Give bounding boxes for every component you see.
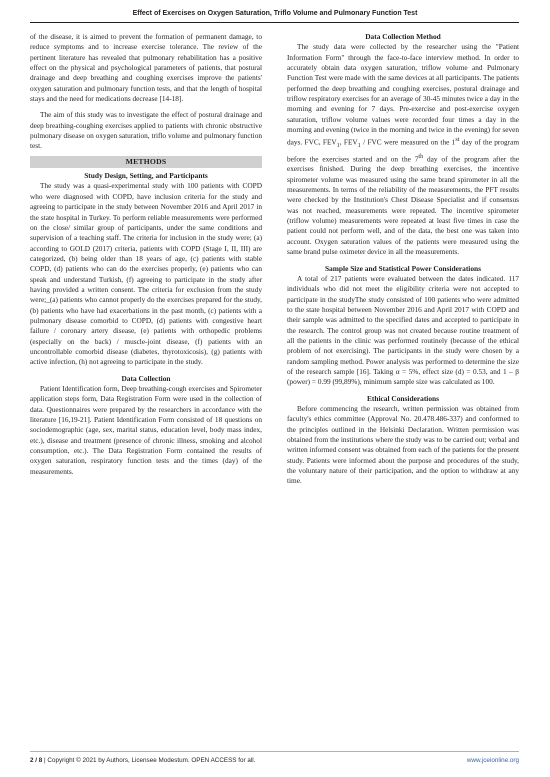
data-collection-paragraph: Patient Identification form, Deep breathing-cough exercises and Spirometer application steps form, Data Registration Form were used in the collection of data. Questionnaires were prepared by the researchers in accordance with the literature [16,19-21]. Patient Identification Form consisted of 18 questions on sociodemographic (age, sex, marital status, education level, body mass index, etc.), disease and treatment (presence of chronic illness, smoking and alcohol consumption, etc.). The Data Registration Form contained the results of oxygen saturation, respiratory function tests and the times (day) of the measurements. xyxy=(30,384,262,476)
first-day-superscript: st xyxy=(455,137,460,144)
copyright-text: Copyright © 2021 by Authors, Licensee Modestum. OPEN ACCESS for all. xyxy=(47,757,256,764)
journal-url-link[interactable]: www.jceionline.org xyxy=(466,757,519,764)
ethics-heading: Ethical Considerations xyxy=(366,393,440,403)
left-column xyxy=(30,32,262,477)
method-text-part-c: / FVC were measured on the 1 xyxy=(360,137,456,147)
design-paragraph: The study was a quasi-experimental study with 100 patients with COPD who were diagnosed with COPD, have inclusion criteria for the study and agreeing to participate in the study between November 2016 and April 2017 in the state hospital in Turkey. To perform reliable measurements were performed on the close/ similar group of participants, under the same conditions and supervision of a teaching staff. The criteria for inclusion in the study were; (a) according to GOLD (2017) criteria, patients with COPD (Stage I, II, III) are categorized, (b) being older than 18 years of age, (c) patients with stable COPD, (d) patients who can do the exercises properly, (e) patients who can speak and understand Turkish, (f) agreeing to participate in the study after having provided a written consent. The criteria for exclusion from the study were;_(a) patients who cannot properly do the exercises prepared for the study, (b) patients who have had exacerbations in the past month, (c) patients with a pulmonary disease comorbid to COPD, (d) patients with congestive heart failure / coronary artery disease, (e) patients with orthopedic problems (especially on the back) / muscle-joint disease, (f) patients with an uncontrollable comorbid disease (diabetes, thyrotoxicosis), (g) patients with active infection, (h) not agreeing to participate in the study. xyxy=(30,181,262,367)
design-heading: Study Design, Setting, and Participants xyxy=(84,171,208,181)
footer-separator: | xyxy=(44,757,48,764)
fev1-subscript: 1 xyxy=(336,143,340,150)
running-header: Effect of Exercises on Oxygen Saturation, Triflo Volume and Pulmonary Function Test xyxy=(132,10,418,17)
method-text-part-e: day of the program after the exercises finished. During the deep breathing exercises, the incentive spirometer volume was measured using the same brand spirometer in all the measurements. In terms of the reliability of the measurements, the PFT results were checked by the Institution's Chest Disease Specialist and if consensus was not reached, measurements were repeated. The incentive spirometer (triflow volume) measurements were repeated at least five times in case the patient could not perform well, and of the data, the best one was taken into account. Oxygen saturation values of the patients were measured using the same brand pulse oximeter device in all the measurements. xyxy=(287,154,519,257)
method-text-part-a: The study data were collected by the researcher using the "Patient Information Form" through the face-to-face interview method. In order to accurately obtain data oxygen saturation, triflow volume and Pulmonary Function Test were made with the same devices at all participants. The patients performed the deep breathing and coughing exercises, postural drainage and triflow respiratory exercises for an average of 30-45 minutes twice a day in the morning and evening for 7 days. Pre-exercise and post-exercise oxygen saturation, triflow volume values were recorded four times a day in the morning and evening (twice in the morning and twice in the evening) for seven days. FVC, FEV xyxy=(287,42,519,147)
fev1-subscript-2: 1 xyxy=(357,143,361,150)
sample-size-paragraph: A total of 217 patients were evaluated between the dates indicated. 117 individuals who did not meet the eligibility criteria were not accepted to participate in the studyThe study consisted of 100 patients who were admitted to the state hospital between November 2016 and April 2017 with COPD and their sample was admitted to the specified dates and accepted to participate in the research. The control group was not created because routine treatment of all the patients in the clinic was performed routinely (because of the ethical problem of not exercising). The participants in the study were chosen by a random sampling method. Power analysis was performed to determine the size of the research sample [16]. Taking α = 5%, effect size (d) = 0.53, and 1 – β (power) = 0.99 (99,89%), minimum sample size was calculated as 100. xyxy=(287,273,519,387)
page-footer xyxy=(30,757,519,764)
footer-divider xyxy=(30,751,519,752)
seventh-day-superscript: th xyxy=(418,153,424,160)
collection-method-paragraph xyxy=(287,42,519,257)
aim-paragraph: The aim of this study was to investigate the effect of postural drainage and deep breathing-coughing exercises applied to patients with chronic obstructive pulmonary disease on oxygen saturation, triflo volume and pulmonary function test. xyxy=(30,110,262,151)
method-text-part-b: , FEV xyxy=(339,137,358,147)
right-column xyxy=(287,32,519,487)
data-collection-heading: Data Collection xyxy=(121,373,171,383)
page-number: 2 / 8 xyxy=(30,757,43,764)
header-divider xyxy=(30,22,519,23)
intro-paragraph-continued: of the disease, it is aimed to prevent the formation of permanent damage, to reduce symptoms and to increase exercise tolerance. The review of the pertinent literature has revealed that pulmonary rehabilitation has a positive effect on the physical and psychological parameters of patients, that postural drainage and deep breathing and coughing exercises improve the patients' oxygen saturation and pulmonary function tests, and that the length of hospital stays and the need for medications decrease [14-18]. xyxy=(30,32,262,104)
collection-method-heading: Data Collection Method xyxy=(365,32,441,41)
sample-size-heading: Sample Size and Statistical Power Considerations xyxy=(324,263,482,273)
ethics-paragraph: Before commencing the research, written permission was obtained from faculty's ethics committee (Approval No. 20.478.486-337) and conformed to the principles outlined in the Helsinki Declaration. Written permission was obtained from the institutions where the study was to be carried out; verbal and written informed consent was obtained from each of the patients for the present study. Patients were informed about the purpose and procedures of the study, the voluntary nature of their participation, and the option to withdraw at any time. xyxy=(287,403,519,486)
method-text-part-d: day of the program before the exercises started and on the 7 xyxy=(287,137,519,164)
methods-section-title: METHODS xyxy=(30,156,262,168)
